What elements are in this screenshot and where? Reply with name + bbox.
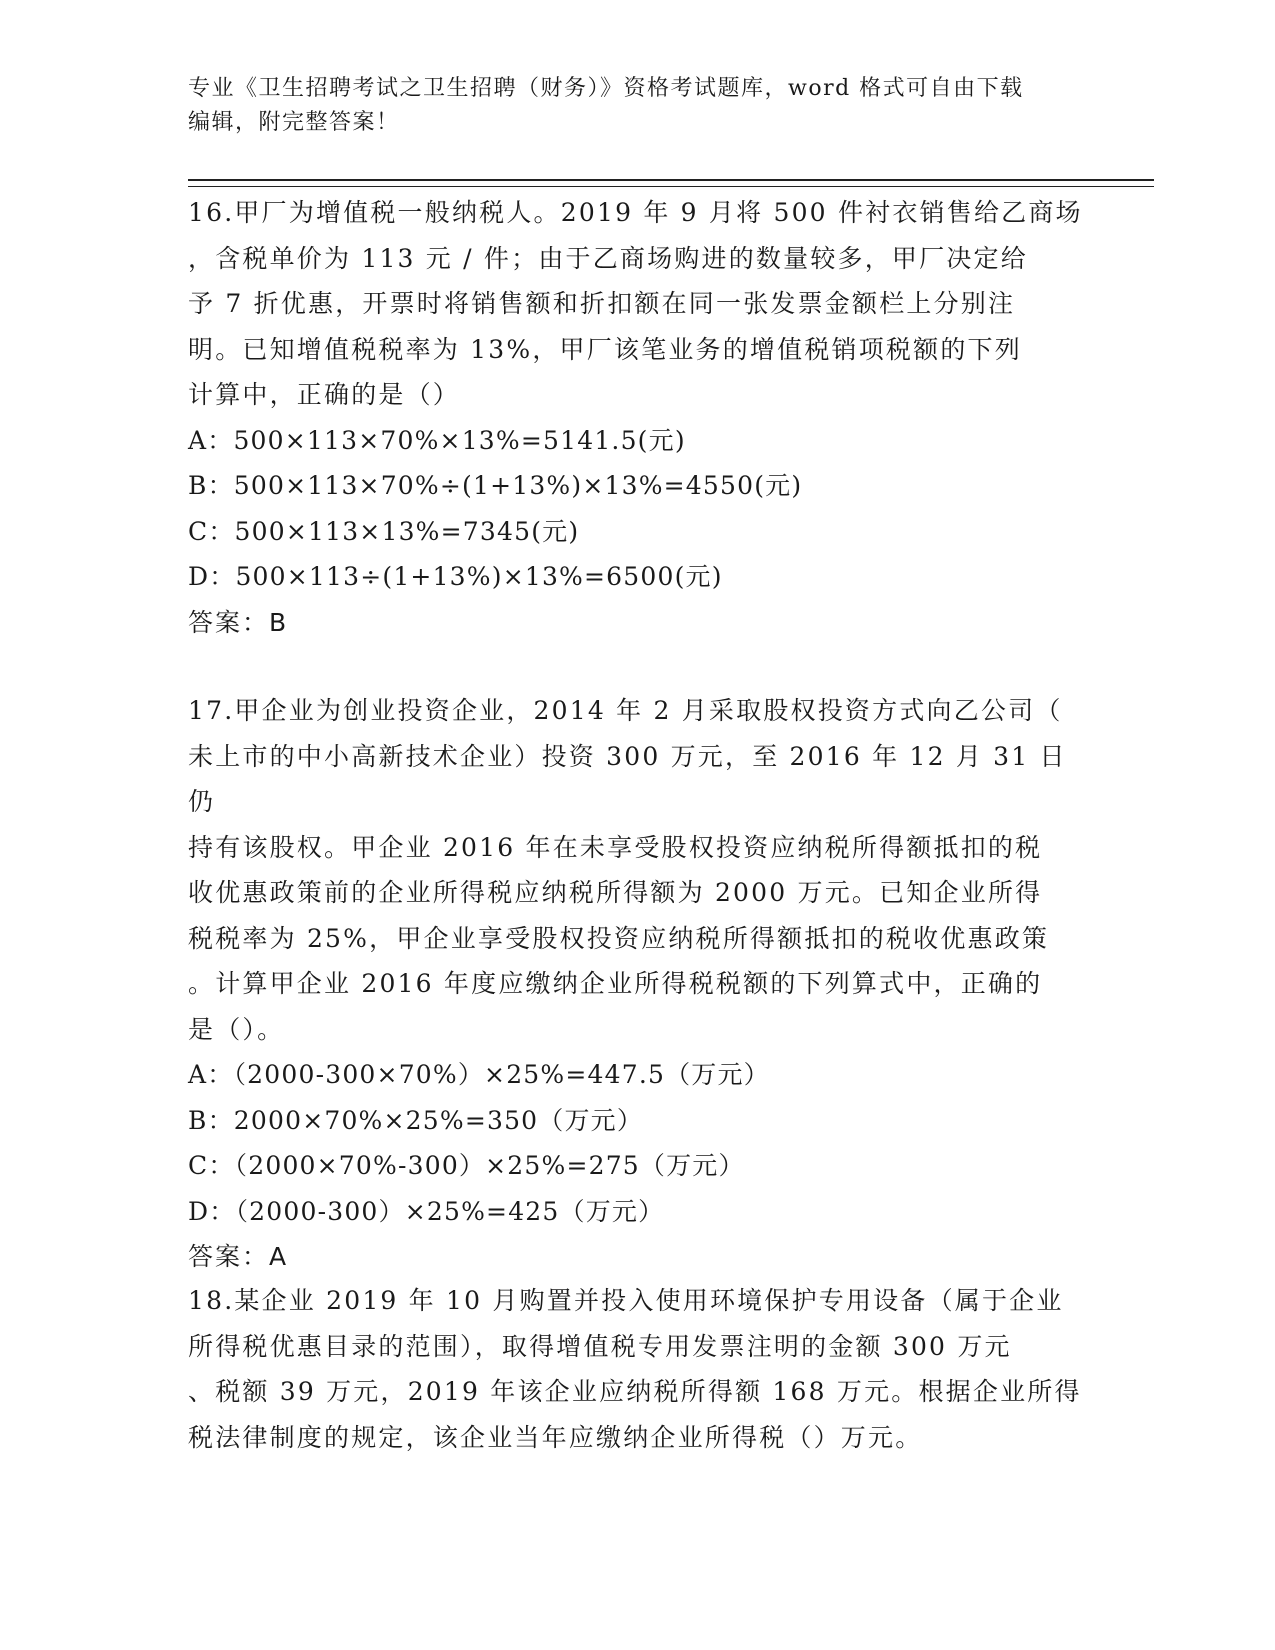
stem-line: 计算中，正确的是（） <box>188 380 461 409</box>
option-c: C：500×113×13%=7345(元) <box>188 516 580 546</box>
header-line-2: 编辑，附完整答案！ <box>188 110 400 135</box>
question-17-stem <box>188 688 1088 1052</box>
stem-line: 收优惠政策前的企业所得税应纳税所得额为 2000 万元。已知企业所得 <box>188 878 1043 907</box>
stem-line: 予 7 折优惠，开票时将销售额和折扣额在同一张发票金额栏上分别注 <box>188 289 1016 318</box>
option-d: D：（2000-300）×25%=425（万元） <box>188 1196 665 1226</box>
stem-line: 税税率为 25%，甲企业享受股权投资应纳税所得额抵扣的税收优惠政策 <box>188 923 1050 953</box>
answer: 答案：B <box>188 607 289 637</box>
stem-line: 、税额 39 万元，2019 年该企业应纳税所得额 168 万元。根据企业所得 <box>188 1377 1082 1406</box>
stem-line: 持有该股权。甲企业 2016 年在未享受股权投资应纳税所得额抵扣的税 <box>188 832 1043 862</box>
stem-line: ，含税单价为 113 元 / 件；由于乙商场购进的数量较多，甲厂决定给 <box>188 243 1028 273</box>
question-16 <box>188 190 1088 645</box>
stem-line: 是（）。 <box>188 1014 285 1044</box>
question-16-stem <box>188 190 1088 418</box>
question-18 <box>188 1278 1088 1460</box>
option-b: B：500×113×70%÷(1+13%)×13%=4550(元) <box>188 471 803 500</box>
option-d: D：500×113÷(1+13%)×13%=6500(元) <box>188 562 723 591</box>
stem-line: 所得税优惠目录的范围），取得增值税专用发票注明的金额 300 万元 <box>188 1331 1012 1361</box>
option-a: A：（2000-300×70%）×25%=447.5（万元） <box>188 1060 770 1089</box>
header-divider-thin <box>188 186 1154 187</box>
stem-line: 明。已知增值税税率为 13%，甲厂该笔业务的增值税销项税额的下列 <box>188 334 1022 364</box>
option-c: C：（2000×70%-300）×25%=275（万元） <box>188 1151 745 1180</box>
answer: 答案：A <box>188 1242 289 1271</box>
header-line-1: 专业《卫生招聘考试之卫生招聘（财务）》资格考试题库，word 格式可自由下载 <box>188 76 1024 101</box>
option-b: B：2000×70%×25%=350（万元） <box>188 1105 644 1135</box>
stem-line: 17.甲企业为创业投资企业，2014 年 2 月采取股权投资方式向乙公司（ <box>188 696 1063 725</box>
stem-line: 16.甲厂为增值税一般纳税人。2019 年 9 月将 500 件衬衣销售给乙商场 <box>188 198 1083 227</box>
header-divider-thick <box>188 179 1154 181</box>
question-18-stem <box>188 1278 1088 1460</box>
stem-line: 。计算甲企业 2016 年度应缴纳企业所得税税额的下列算式中，正确的 <box>188 969 1043 998</box>
question-17 <box>188 688 1088 1280</box>
stem-line: 税法律制度的规定，该企业当年应缴纳企业所得税（）万元。 <box>188 1422 923 1452</box>
document-header <box>188 72 1088 140</box>
stem-line: 18.某企业 2019 年 10 月购置并投入使用环境保护专用设备（属于企业 <box>188 1286 1064 1315</box>
option-a: A：500×113×70%×13%=5141.5(元) <box>188 425 686 455</box>
stem-line: 未上市的中小高新技术企业）投资 300 万元，至 2016 年 12 月 31 日仍 <box>188 741 1067 816</box>
